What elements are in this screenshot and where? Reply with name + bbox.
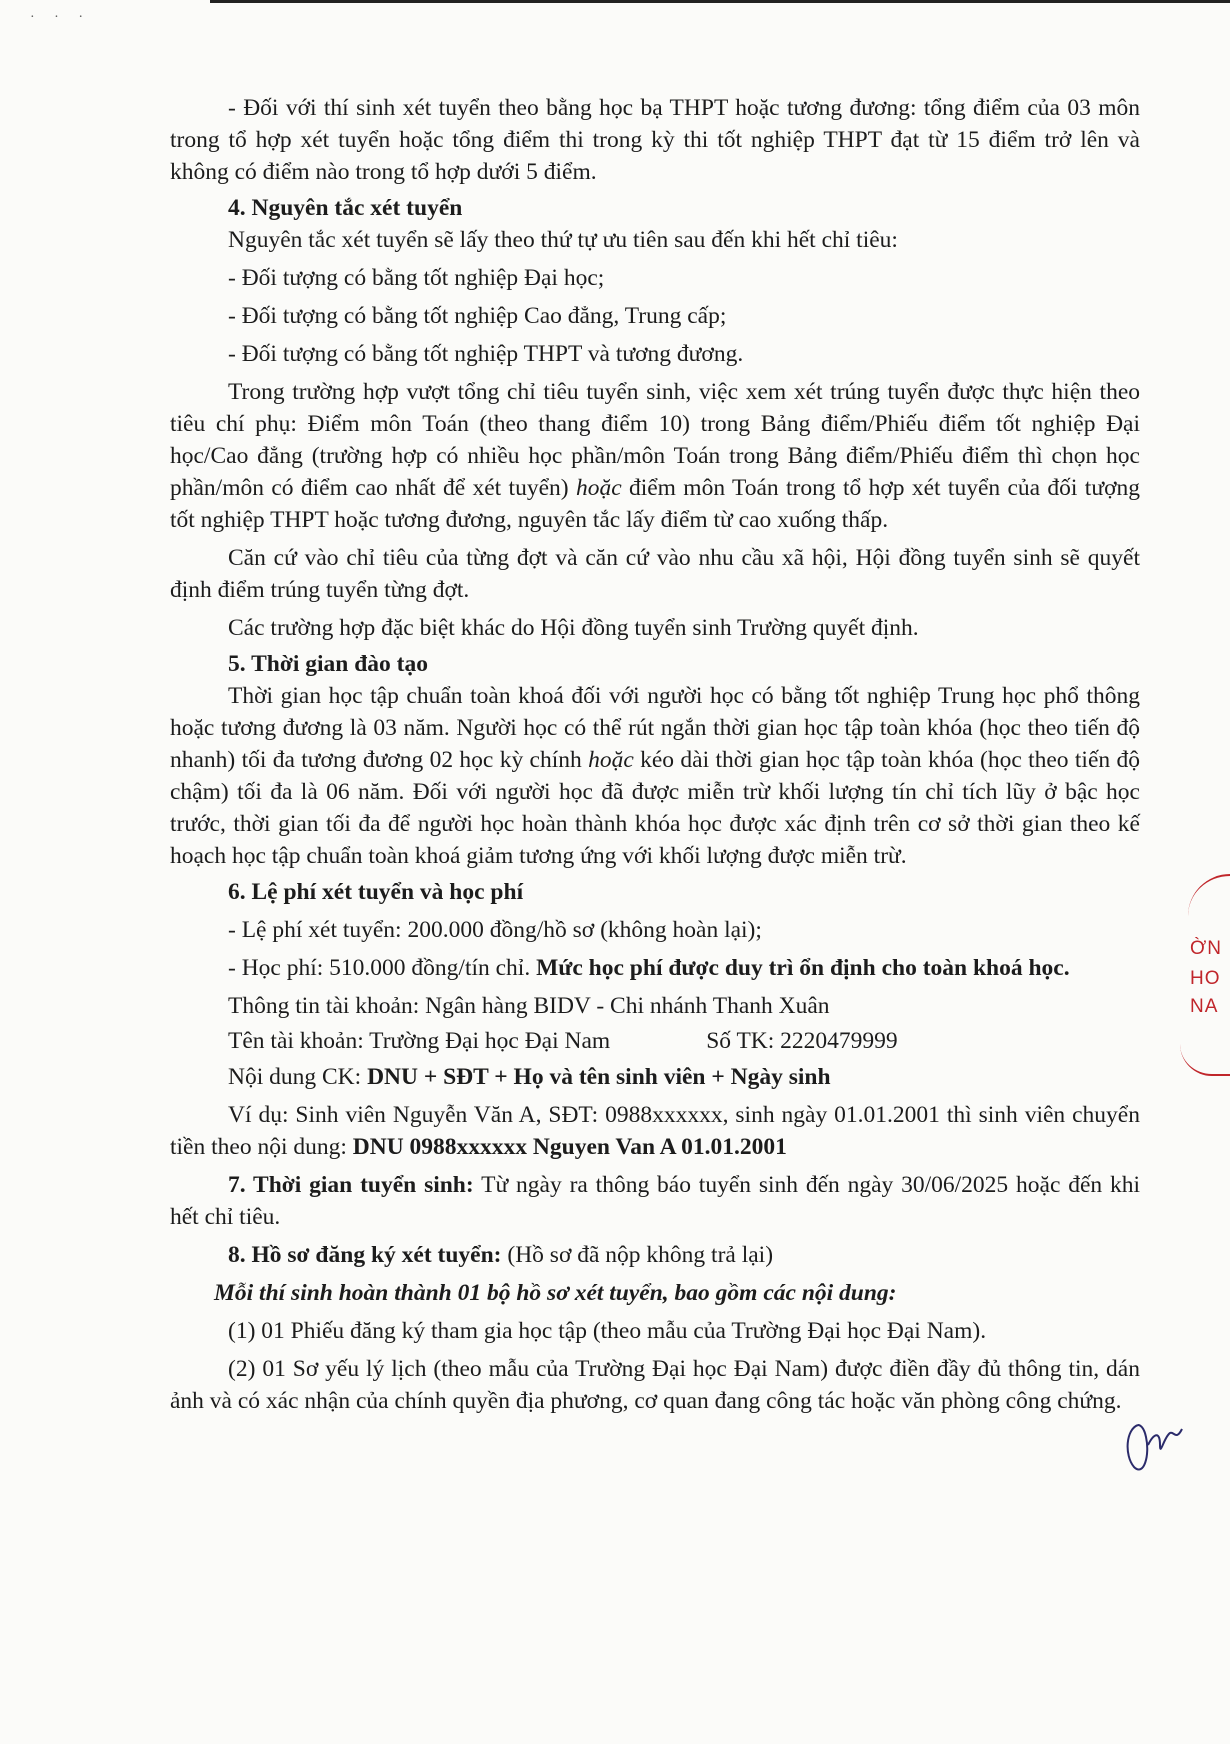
account-name: Tên tài khoản: Trường Đại học Đại Nam xyxy=(228,1028,611,1054)
bank-info: Thông tin tài khoản: Ngân hàng BIDV - Chi nhánh Thanh Xuân xyxy=(228,993,830,1019)
section-7 xyxy=(170,1169,1140,1233)
intro-paragraph: - Đối với thí sinh xét tuyển theo bằng học bạ THPT hoặc tương đương: tổng điểm của 03 môn trong tổ hợp xét tuyển hoặc tổng điểm thi trong kỳ thi tốt nghiệp THPT đạt từ 15 điểm trở lên và không có điểm nào trong tổ hợp dưới 5 điểm. xyxy=(170,95,1140,185)
stamp-arc xyxy=(1180,1044,1230,1076)
tiebreak-paragraph xyxy=(170,376,1140,536)
section-4-heading: 4. Nguyên tắc xét tuyển xyxy=(228,195,463,221)
application-fee: - Lệ phí xét tuyển: 200.000 đồng/hồ sơ (không hoàn lại); xyxy=(228,917,762,943)
priority-item: - Đối tượng có bằng tốt nghiệp THPT và tương đương. xyxy=(228,341,744,367)
account-line xyxy=(170,1028,1140,1055)
stamp-text: ỜN xyxy=(1190,938,1223,959)
transfer-example xyxy=(170,1099,1140,1163)
red-stamp-fragment xyxy=(1180,866,1230,1086)
section-5-heading: 5. Thời gian đào tạo xyxy=(228,651,428,677)
stamp-text: HO xyxy=(1190,968,1221,989)
dossier-item: (1) 01 Phiếu đăng ký tham gia học tập (theo mẫu của Trường Đại học Đại Nam). xyxy=(228,1318,987,1344)
tiebreak-text: điểm môn Toán trong tổ hợp xét tuyển của đối tượng tốt nghiệp THPT hoặc tương đương, nguyên tắc lấy điểm từ cao xuống thấp. xyxy=(170,475,1140,533)
section-7-heading: 7. Thời gian tuyển sinh: xyxy=(228,1172,474,1198)
stamp-text: NA xyxy=(1190,996,1219,1017)
quota-paragraph: Căn cứ vào chỉ tiêu của từng đợt và căn cứ vào nhu cầu xã hội, Hội đồng tuyển sinh sẽ quyết định điểm trúng tuyển từng đợt. xyxy=(170,545,1140,603)
priority-item: - Đối tượng có bằng tốt nghiệp Đại học; xyxy=(228,265,605,291)
dossier-item: (2) 01 Sơ yếu lý lịch (theo mẫu của Trường Đại học Đại Nam) được điền đầy đủ thông tin, dán ảnh và có xác nhận của chính quyền địa phương, cơ quan đang công tác hoặc văn phòng công chứng. xyxy=(170,1356,1140,1414)
duration-text: kéo dài thời gian học tập toàn khóa (học theo tiến độ chậm) tối đa là 06 năm. Đối với người học đã được miễn trừ khối lượng tín chỉ tích lũy ở bậc học trước, thời gian tối đa để người học hoàn thành khóa học được xác định trên cơ sở thời gian theo kế hoạch học tập chuẩn toàn khoá giảm tương ứng với khối lượng được miễn trừ. xyxy=(170,747,1140,869)
stamp-arc xyxy=(1188,874,1230,916)
section-8-note: (Hồ sơ đã nộp không trả lại) xyxy=(501,1242,774,1268)
priority-item: - Đối tượng có bằng tốt nghiệp Cao đẳng, Trung cấp; xyxy=(228,303,727,329)
scan-specks: · · · xyxy=(30,10,91,25)
account-number: Số TK: 2220479999 xyxy=(706,1028,898,1054)
section-7-text: Từ ngày ra thông báo tuyển sinh đến ngày 30/06/2025 hoặc đến khi hết chỉ tiêu. xyxy=(170,1172,1141,1230)
document-body xyxy=(170,92,1140,1417)
top-border-line xyxy=(210,0,1230,3)
tiebreak-text: Trong trường hợp vượt tổng chỉ tiêu tuyển sinh, việc xem xét trúng tuyển được thực hiện theo tiêu chí phụ: Điểm môn Toán (theo thang điểm 10) trong Bảng điểm/Phiếu điểm tốt nghiệp Đại học/Cao đẳng (trường hợp có nhiều học phần/môn Toán trong Bảng điểm/Phiếu điểm thì chọn học phần/môn có điểm cao nhất để xét tuyển) xyxy=(170,379,1140,501)
section-8-subheading: Mỗi thí sinh hoàn thành 01 bộ hồ sơ xét tuyển, bao gồm các nội dung: xyxy=(214,1280,897,1306)
tuition-note: Mức học phí được duy trì ổn định cho toàn khoá học. xyxy=(536,955,1070,981)
tuition-line xyxy=(170,952,1140,984)
section-4-lead: Nguyên tắc xét tuyển sẽ lấy theo thứ tự ưu tiên sau đến khi hết chỉ tiêu: xyxy=(228,227,898,253)
initials-signature xyxy=(1120,1415,1190,1495)
tuition-text: - Học phí: 510.000 đồng/tín chỉ. xyxy=(228,955,537,981)
duration-or: hoặc xyxy=(588,747,634,773)
duration-text: Thời gian học tập chuẩn toàn khoá đối với người học có bằng tốt nghiệp Trung học phổ thông hoặc tương đương là 03 năm. Người học có thể rút ngắn thời gian học tập toàn khóa (học theo tiến độ nhanh) tối đa tương đương 02 học kỳ chính xyxy=(170,683,1140,773)
example-text: Ví dụ: Sinh viên Nguyễn Văn A, SĐT: 0988xxxxxx, sinh ngày 01.01.2001 thì sinh viên chuyển tiền theo nội dung: xyxy=(170,1102,1140,1160)
special-cases-paragraph: Các trường hợp đặc biệt khác do Hội đồng tuyển sinh Trường quyết định. xyxy=(228,615,919,641)
duration-paragraph xyxy=(170,680,1140,872)
section-8 xyxy=(170,1239,1140,1271)
transfer-content xyxy=(170,1061,1140,1093)
section-6-heading: 6. Lệ phí xét tuyển và học phí xyxy=(228,879,524,905)
tiebreak-or: hoặc xyxy=(575,475,622,501)
section-8-heading: 8. Hồ sơ đăng ký xét tuyển: xyxy=(228,1242,502,1268)
example-value: DNU 0988xxxxxx Nguyen Van A 01.01.2001 xyxy=(352,1134,787,1160)
transfer-value: DNU + SĐT + Họ và tên sinh viên + Ngày sinh xyxy=(367,1064,831,1090)
transfer-label: Nội dung CK: xyxy=(228,1064,368,1090)
